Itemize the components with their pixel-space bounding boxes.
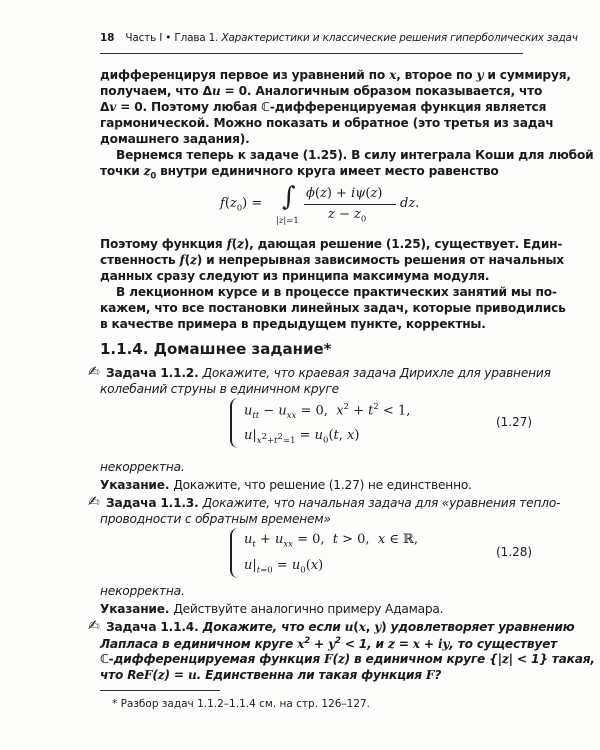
footnote-rule (100, 690, 220, 691)
task-1-1-3-line2: проводности с обратным временем» (100, 512, 331, 526)
task-1-1-4-line2: Лапласа в единичном круге $x^2 + y^2 < 1$, и z = x + iy, то существует (100, 636, 558, 652)
para3-line2: ственность f(z) и непрерывная зависимость решения от начальных (100, 253, 564, 267)
equation-1-28-a: $u_t + u_{xx} = 0$, t > 0, x ∈ ℝ, (244, 532, 418, 550)
task-1-1-2-hint: Указание. Докажите, что решение (1.27) не единственно. (100, 478, 472, 492)
book-page: 18 Часть I • Глава 1. Характеристики и классические решения гиперболических задач дифференцируя первое из уравнений по x, второе по y и суммируя, получаем, что Δu = 0. Аналогичным образом показывается, что Δv = 0. Поэтому любая ℂ-дифференцируемая функция является гармонической. Можно показать и обратное (это третья из задач домашнего задания). Вернемся теперь к задаче (1.25). В силу интеграла Коши для любой точки $z_0$ внутри единичного круга имеет место равенство $f(z_0)$ = ∫ |z|=1 ϕ(z) + iψ(z) $z - z_0$ dz. Поэтому функция f(z), дающая решение (1.25), существует. Един- ственность f(z) и непрерывная зависимость решения от начальных данных сразу следуют из принципа максимума модуля. В лекционном курсе и в процессе практических занятий мы по- кажем, что все постановки линейных задач, которые приводились в качестве примера в предыдущем пункте, корректны. 1.1.4. Домашнее задание* ✍ Задача 1.1.2. Докажите, что краевая задача Дирихле для уравнения колебаний струны в единичном круге $u_{tt} - u_{xx} = 0$, $x^2 + t^2 < 1$, $u|_{x^2+t^2=1} = u_0(t$, x) (1.27) некорректна. Указание. Докажите, что решение (1.27) не единственно. ✍ Задача 1.1.3. Докажите, что начальная задача для «уравнения тепло- проводности с обратным временем» $u_t + u_{xx} = 0$, t > 0, x ∈ ℝ, $u|_{t=0} = u_0(x)$ (1.28) некорректна. Указание. Действуйте аналогично примеру Адамара. ✍ Задача 1.1.4. Докажите, что если u(x, y) удовлетворяет уравнению Лапласа в единичном круге $x^2 + y^2 < 1$, и z = x + iy, то существует ℂ-дифференцируемая функция F(z) в единичном круге {|z| < 1} такая, что ReF(z) = u. Единственна ли такая функция F? * Разбор задач 1.1.2–1.1.4 см. на стр. 126–127. (88, 32, 595, 710)
para4-line2: кажем, что все постановки линейных задач, которые приводились (100, 301, 566, 315)
pencil-icon: ✍ (88, 364, 100, 380)
section-heading: 1.1.4. Домашнее задание* (100, 340, 332, 358)
para3-line1: Поэтому функция f(z), дающая решение (1.25), существует. Един- (100, 237, 563, 251)
para1-line5: домашнего задания). (100, 132, 250, 146)
para4-line1: В лекционном курсе и в процессе практических занятий мы по- (116, 285, 557, 299)
para4-line3: в качестве примера в предыдущем пункте, корректны. (100, 317, 486, 331)
task-1-1-4-line4: что ReF(z) = u. Единственна ли такая функция F? (100, 668, 442, 682)
para3-line3: данных сразу следуют из принципа максимума модуля. (100, 269, 490, 283)
running-header (100, 32, 578, 44)
equation-1-27-b: $u|_{x^2+t^2=1} = u_0(t$, x) (244, 428, 360, 446)
equation-number: (1.28) (496, 545, 533, 559)
task-1-1-4-line1: Задача 1.1.4. Докажите, что если u(x, y) удовлетворяет уравнению (106, 620, 575, 634)
chapter-title: Характеристики и классические решения гиперболических задач (221, 32, 578, 44)
para2-line2: точки $z_0$ внутри единичного круга имеет место равенство (100, 164, 499, 182)
pencil-icon: ✍ (88, 618, 100, 634)
running-title: Часть I • Глава 1. (125, 32, 219, 44)
page-number: 18 (100, 32, 115, 44)
equation-number: (1.27) (496, 415, 533, 429)
task-1-1-4-line3: ℂ-дифференцируемая функция F(z) в единичном круге {|z| < 1} такая, (100, 652, 595, 666)
task-1-1-3-hint: Указание. Действуйте аналогично примеру Адамара. (100, 602, 444, 616)
para1-line1: дифференцируя первое из уравнений по x, второе по y и суммируя, (100, 68, 571, 82)
header-rule (100, 53, 523, 54)
task-1-1-2-line1: Задача 1.1.2. Докажите, что краевая задача Дирихле для уравнения (106, 366, 551, 380)
pencil-icon: ✍ (88, 494, 100, 510)
task-1-1-3-line1: Задача 1.1.3. Докажите, что начальная задача для «уравнения тепло- (106, 496, 561, 510)
para1-line2: получаем, что Δu = 0. Аналогичным образом показывается, что (100, 84, 543, 98)
equation-1-27-a: $u_{tt} - u_{xx} = 0$, $x^2 + t^2 < 1$, (244, 402, 411, 421)
para1-line4: гармонической. Можно показать и обратное (это третья из задач (100, 116, 554, 130)
para1-line3: Δv = 0. Поэтому любая ℂ-дифференцируемая функция является (100, 100, 547, 114)
footnote: * Разбор задач 1.1.2–1.1.4 см. на стр. 126–127. (112, 698, 371, 710)
task-1-1-2-after: некорректна. (100, 460, 185, 474)
equation-1-28-b: $u|_{t=0} = u_0(x)$ (244, 558, 324, 576)
task-1-1-3-after: некорректна. (100, 584, 185, 598)
brace (230, 398, 238, 448)
brace (230, 528, 238, 578)
para2-line1: Вернемся теперь к задаче (1.25). В силу интеграла Коши для любой (116, 148, 594, 162)
task-1-1-2-line2: колебаний струны в единичном круге (100, 382, 339, 396)
